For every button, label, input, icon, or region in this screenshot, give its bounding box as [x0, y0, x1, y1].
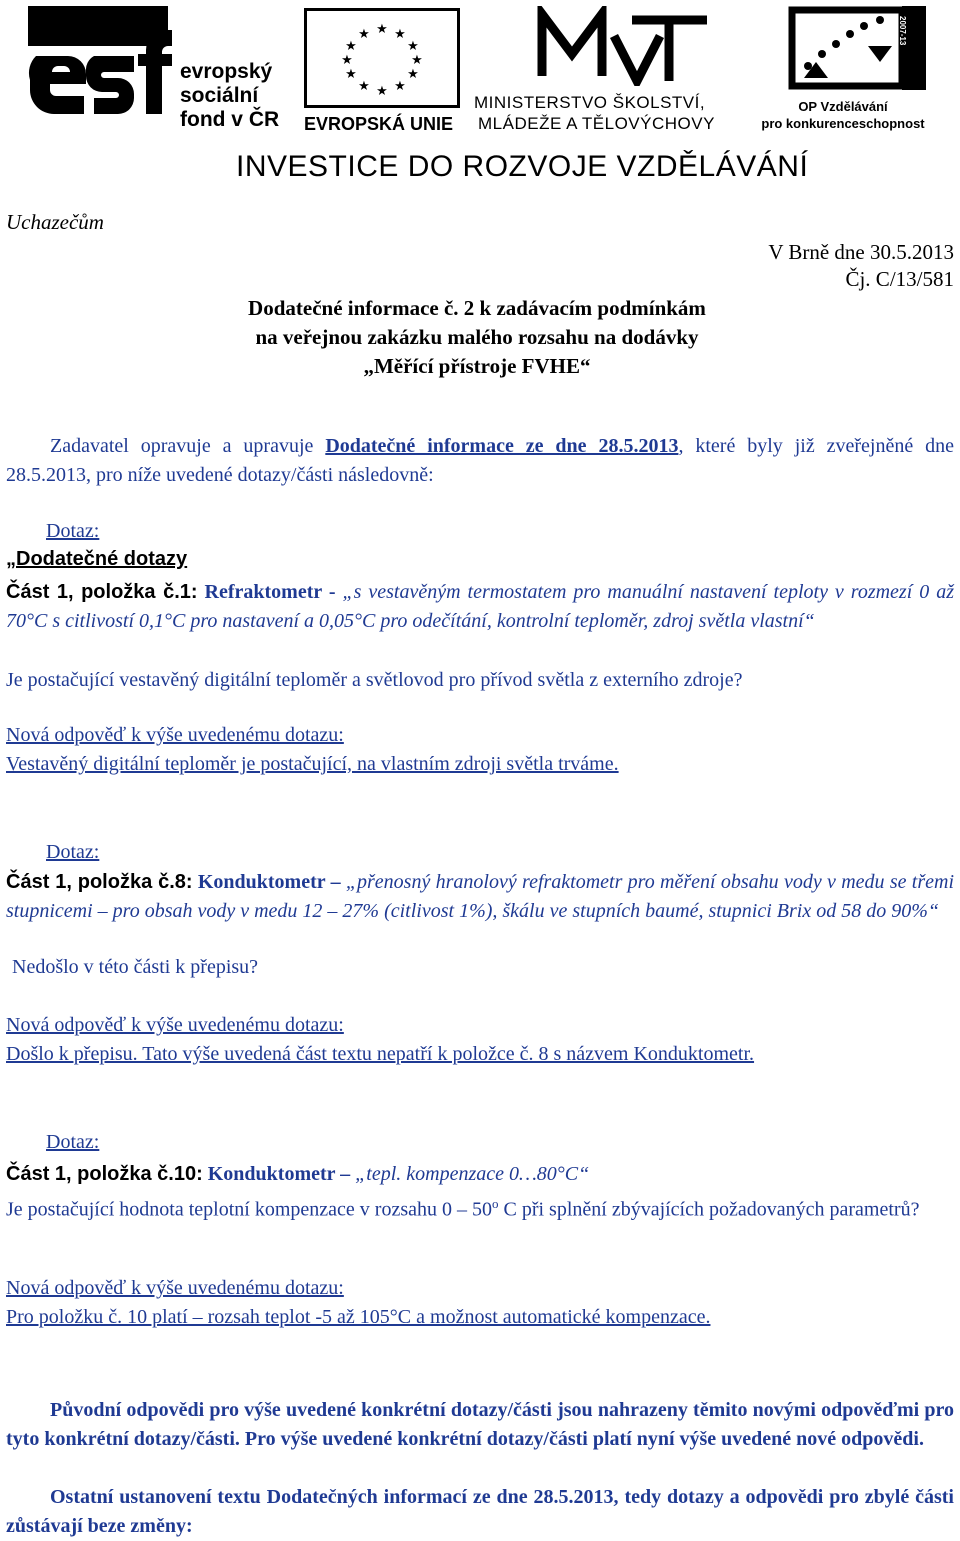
- eu-logo: [304, 8, 464, 138]
- item-name: Refraktometr -: [197, 581, 343, 603]
- esf-text-line: evropský: [180, 60, 273, 83]
- esf-logo: [28, 6, 298, 136]
- svg-text:★: ★: [376, 84, 388, 99]
- svg-text:★: ★: [345, 67, 357, 82]
- svg-text:★: ★: [407, 67, 419, 82]
- answer-text: Došlo k přepisu. Tato výše uvedená část textu nepatří k položce č. 8 s názvem Konduktometr.: [6, 1043, 755, 1065]
- question-3-spec: [6, 1160, 954, 1189]
- svg-text:★: ★: [341, 53, 353, 68]
- op-text-line: OP Vzdělávání: [798, 99, 888, 114]
- svg-text:★: ★: [407, 39, 419, 54]
- answer-label: Nová odpověď k výše uvedenému dotazu:: [6, 724, 344, 746]
- intro-paragraph: [6, 432, 954, 490]
- svg-text:★: ★: [394, 79, 406, 94]
- question-prefix: Je postačující hodnota teplotní kompenzace v rozsahu 0 – 50: [6, 1198, 492, 1221]
- item-name: Konduktometr –: [202, 1163, 356, 1185]
- msmt-text-line: MINISTERSTVO ŠKOLSTVÍ,: [474, 93, 706, 112]
- section-heading: „Dodatečné dotazy: [6, 548, 188, 570]
- title-line: „Měřící přístroje FVHE“: [363, 354, 591, 378]
- svg-text:★: ★: [376, 22, 388, 37]
- intro-link: Dodatečné informace ze dne 28.5.2013: [325, 435, 679, 457]
- item-number: Část 1, položka č.1:: [6, 581, 198, 603]
- question-text: [6, 1189, 954, 1225]
- invest-title: INVESTICE DO ROZVOJE VZDĚLÁVÁNÍ: [236, 150, 809, 183]
- svg-text:★: ★: [358, 27, 370, 42]
- answer-text: Pro položku č. 10 platí – rozsah teplot -5 až 105°C a možnost automatické kompenzace.: [6, 1306, 711, 1328]
- question-label: Dotaz:: [46, 841, 100, 863]
- addressee: Uchazečům: [6, 210, 104, 234]
- title-line: Dodatečné informace č. 2 k zadávacím podmínkám: [248, 296, 706, 320]
- eu-text: EVROPSKÁ UNIE: [304, 114, 454, 134]
- document-title: [0, 294, 960, 381]
- place-date: V Brně dne 30.5.2013: [768, 240, 954, 264]
- degree-sup: o: [491, 1196, 499, 1211]
- question-suffix: C při splnění zbývajících požadovaných parametrů?: [498, 1198, 920, 1221]
- op-text-line: pro konkurenceschopnost: [761, 116, 925, 131]
- msmt-logo: [472, 6, 742, 136]
- question-label: Dotaz:: [46, 520, 100, 542]
- item-spec: „s vestavěným termostatem pro manuální nastavení teploty v rozmezí 0 až 70°C s citlivostí 0,1°C pro nastavení a 0,05°C pro odečítání, kontrolní teploměr, zdroj světla vlastní“: [6, 581, 954, 632]
- title-line: na veřejnou zakázku malého rozsahu na dodávky: [255, 325, 699, 349]
- answer-label: Nová odpověď k výše uvedenému dotazu:: [6, 1014, 344, 1036]
- closing-paragraph: Ostatní ustanovení textu Dodatečných informací ze dne 28.5.2013, tedy dotazy a odpovědi pro zbylé části zůstávají beze změny:: [6, 1486, 954, 1537]
- closing-paragraph: Původní odpovědi pro výše uvedené konkrétní dotazy/části jsou nahrazeny těmito novými odpověďmi pro tyto konkrétní dotazy/části. Pro výše uvedené konkrétní dotazy/části platí nyní výše uvedené nové odpovědi.: [6, 1399, 954, 1450]
- question-1-spec: [6, 578, 954, 636]
- header-logos: [0, 0, 960, 195]
- answer-text: Vestavěný digitální teploměr je postačující, na vlastním zdroji světla trváme.: [6, 753, 619, 775]
- question-label: Dotaz:: [46, 1131, 100, 1153]
- svg-text:★: ★: [358, 79, 370, 94]
- op-years-text: 2007-13: [898, 16, 907, 46]
- svg-text:★: ★: [411, 53, 423, 68]
- esf-text-line: fond v ČR: [180, 108, 280, 131]
- msmt-text-line: MLÁDEŽE A TĚLOVÝCHOVY: [478, 114, 715, 133]
- item-spec: „přenosný hranolový refraktometr pro měření obsahu vody v medu se třemi stupnicemi – pro obsah vody v medu 12 – 27% (citlivost 1%), škálu ve stupních baumé, stupnici Brix od 58 do 90%“: [6, 871, 954, 922]
- question-text: Nedošlo v této části k přepisu?: [12, 956, 259, 978]
- eu-flag-icon: [304, 8, 460, 108]
- esf-text-line: sociální: [180, 84, 259, 107]
- question-text: Je postačující vestavěný digitální teploměr a světlovod pro přívod světla z externího zdroje?: [6, 669, 743, 691]
- svg-text:★: ★: [345, 39, 357, 54]
- intro-prefix: Zadavatel opravuje a upravuje: [50, 435, 326, 457]
- intro-suffix: , které byly již zveřejněné dne 28.5.2013, pro níže uvedené dotazy/části následovně:: [6, 435, 955, 486]
- item-number: Část 1, položka č.10:: [6, 1163, 203, 1185]
- op-mark-icon: [788, 6, 928, 90]
- answer-label: Nová odpověď k výše uvedenému dotazu:: [6, 1277, 344, 1299]
- item-number: Část 1, položka č.8:: [6, 871, 193, 893]
- item-name: Konduktometr –: [192, 871, 346, 893]
- svg-text:★: ★: [394, 27, 406, 42]
- reference-number: Čj. C/13/581: [845, 267, 954, 291]
- question-2-spec: [6, 868, 954, 926]
- msmt-mark-icon: [532, 6, 732, 86]
- item-spec: „tepl. kompenzace 0…80°C“: [355, 1163, 590, 1185]
- op-vk-logo: [752, 6, 934, 136]
